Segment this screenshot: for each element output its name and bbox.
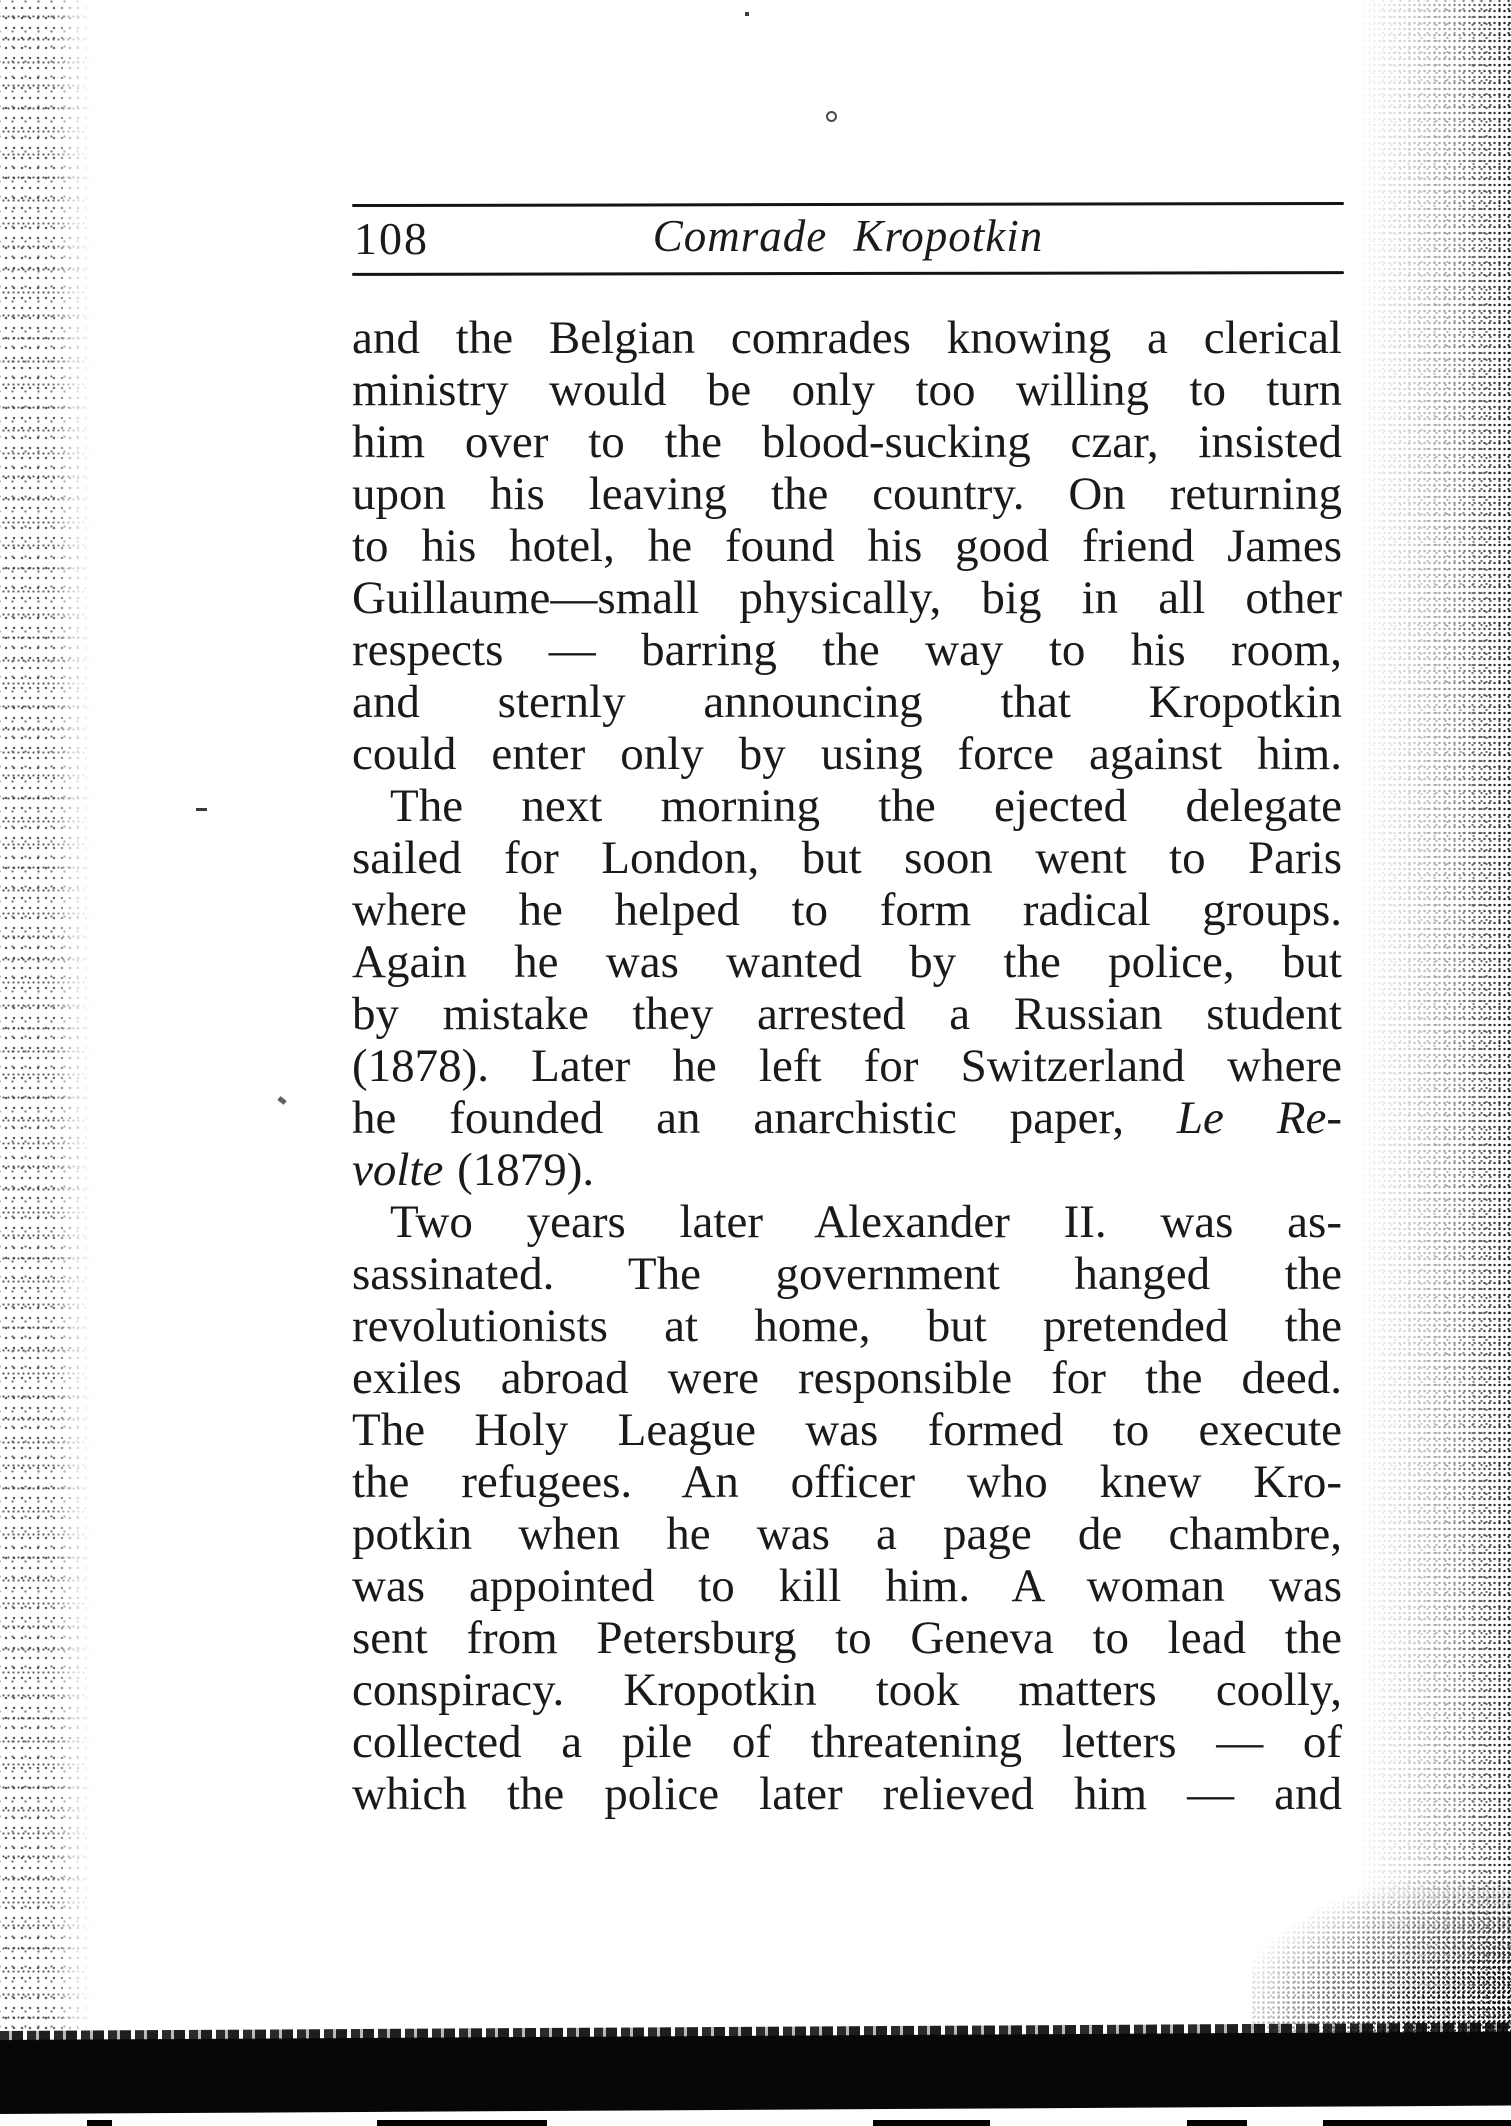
text-line <box>352 1560 1342 1612</box>
bottom-right-scan-noise <box>1251 1880 1511 2032</box>
bottom-edge-mark <box>1323 2120 1511 2126</box>
text-line <box>352 1144 1342 1196</box>
text-segment: revolutionists at home, but pretended the <box>352 1300 1342 1352</box>
text-line <box>352 1508 1342 1560</box>
header-rule-top <box>352 202 1344 207</box>
running-title: Comrade Kropotkin <box>652 211 1044 261</box>
text-segment: him over to the blood-sucking czar, insisted <box>352 416 1342 468</box>
text-line <box>352 312 1342 364</box>
text-segment: he founded an anarchistic paper, <box>352 1092 1177 1144</box>
text-line <box>352 780 1342 832</box>
text-segment: Two years later Alexander II. was as- <box>390 1196 1342 1248</box>
text-segment: The Holy League was formed to execute <box>352 1404 1342 1456</box>
text-line <box>352 572 1342 624</box>
text-line <box>352 676 1342 728</box>
text-line <box>352 832 1342 884</box>
header-rule-bottom <box>352 271 1344 276</box>
text-segment: was appointed to kill him. A woman was <box>352 1560 1342 1612</box>
text-segment: Guillaume—small physically, big in all other <box>352 572 1342 624</box>
text-line <box>352 520 1342 572</box>
text-segment: Again he was wanted by the police, but <box>352 936 1342 988</box>
text-segment: sailed for London, but soon went to Paris <box>352 832 1342 884</box>
text-line <box>352 1248 1342 1300</box>
text-line <box>352 1612 1342 1664</box>
text-line <box>352 1196 1342 1248</box>
italic-text-segment: volte <box>352 1144 444 1196</box>
text-line <box>352 1456 1342 1508</box>
text-line <box>352 364 1342 416</box>
text-line <box>352 1664 1342 1716</box>
body-text <box>352 312 1342 1820</box>
text-line <box>352 988 1342 1040</box>
text-segment: and sternly announcing that Kropotkin <box>352 676 1342 728</box>
text-line <box>352 728 1342 780</box>
scan-speck <box>745 12 749 16</box>
text-segment: and the Belgian comrades knowing a clerical <box>352 312 1342 364</box>
scan-speck <box>277 1096 286 1105</box>
text-segment: collected a pile of threatening letters — of <box>352 1716 1342 1768</box>
text-line <box>352 1352 1342 1404</box>
text-line <box>352 936 1342 988</box>
text-line <box>352 884 1342 936</box>
page-number: 108 <box>354 213 429 264</box>
text-line <box>352 1716 1342 1768</box>
text-segment: The next morning the ejected delegate <box>390 780 1342 832</box>
text-line <box>352 1300 1342 1352</box>
scan-speck <box>196 808 207 811</box>
left-scan-noise-band <box>0 0 92 2036</box>
text-segment: to his hotel, he found his good friend James <box>352 520 1342 572</box>
italic-text-segment: Le Re- <box>1176 1092 1342 1144</box>
text-segment: which the police later relieved him — and <box>352 1768 1342 1820</box>
bottom-edge-mark <box>873 2120 990 2126</box>
text-line <box>352 1768 1342 1820</box>
bottom-edge-mark <box>1187 2120 1247 2126</box>
text-segment: the refugees. An officer who knew Kro- <box>352 1456 1342 1508</box>
text-line <box>352 1404 1342 1456</box>
text-segment: where he helped to form radical groups. <box>352 884 1342 936</box>
text-line <box>352 1040 1342 1092</box>
text-line <box>352 624 1342 676</box>
text-segment: sassinated. The government hanged the <box>352 1248 1342 1300</box>
bottom-edge-mark <box>87 2120 112 2126</box>
scan-speck <box>826 111 837 122</box>
bottom-edge-mark <box>377 2120 547 2126</box>
scan-bottom-bar <box>0 2032 1511 2114</box>
text-segment: could enter only by using force against him. <box>352 728 1342 780</box>
right-scan-noise-band <box>1356 0 1511 2034</box>
text-segment: by mistake they arrested a Russian student <box>352 988 1342 1040</box>
text-segment: (1878). Later he left for Switzerland where <box>352 1040 1342 1092</box>
text-segment: upon his leaving the country. On returning <box>352 468 1342 520</box>
text-line <box>352 1092 1342 1144</box>
text-line <box>352 468 1342 520</box>
text-segment: sent from Petersburg to Geneva to lead the <box>352 1612 1342 1664</box>
text-segment: exiles abroad were responsible for the deed. <box>352 1352 1342 1404</box>
text-segment: conspiracy. Kropotkin took matters coolly, <box>352 1664 1342 1716</box>
text-segment: ministry would be only too willing to turn <box>352 364 1342 416</box>
text-segment: (1879). <box>443 1144 595 1196</box>
text-segment: respects — barring the way to his room, <box>352 624 1342 676</box>
text-segment: potkin when he was a page de chambre, <box>352 1508 1342 1560</box>
text-line <box>352 416 1342 468</box>
